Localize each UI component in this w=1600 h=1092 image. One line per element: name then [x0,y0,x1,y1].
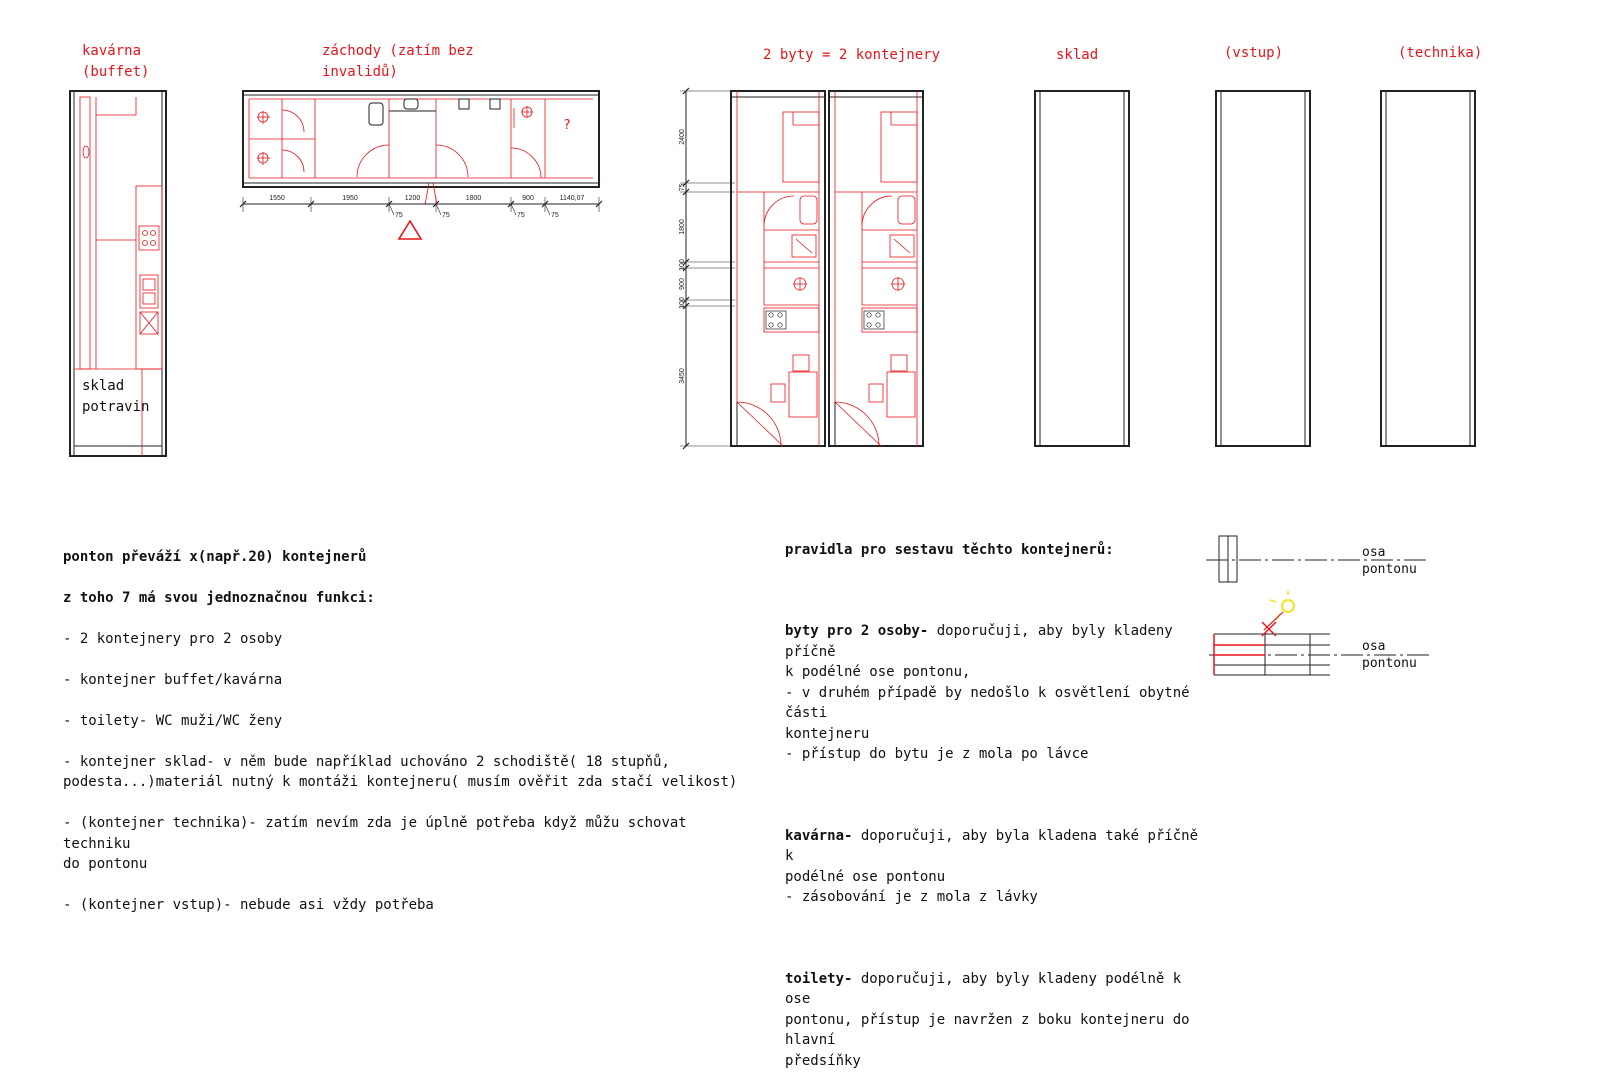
label-sklad-potravin: sklad potravin [82,378,150,415]
left-item: - (kontejner technika)- zatím nevím zda je úplně potřeba když můžu schovat techniku do pontonu [63,815,687,872]
toilet-question-mark: ? [563,118,571,133]
technika-container [1381,91,1475,446]
label-vstup: (vstup) [1224,45,1284,61]
dimension-label: 1800 [679,219,686,235]
left-description [63,526,753,936]
label-kavarna: kavárna (buffet) [82,43,150,80]
rule-toilety-title: toilety- [785,970,853,987]
sklad-container [1035,91,1129,446]
rule-byty-title: byty pro 2 osoby- [785,623,929,639]
rule-byty-text: doporučuji, aby byly kladeny příčně k podélné ose pontonu, - v druhém případě by nedošlo k osvětlení obytné části kontejneru - přístup do bytu je z mola po lávce [785,623,1190,762]
rule-byty [785,621,1205,765]
left-item: - kontejner buffet/kavárna [63,671,283,688]
dimension-label: 1200 [404,195,421,202]
dimension-label: 1800 [465,195,482,202]
door-dimension-label: 75 [517,212,525,219]
door-dimension-label: 75 [442,212,450,219]
sun-icon [1262,591,1294,636]
rules-heading: pravidla pro sestavu těchto kontejnerů: [785,541,1114,558]
rule-kavarna-title: kavárna- [785,827,853,844]
dimension-label: 1550 [269,195,285,202]
dimension-label: 3450 [679,368,686,384]
label-zachody: záchody (zatím bez invalidů) [322,43,474,80]
label-byty: 2 byty = 2 kontejnery [763,47,941,63]
rule-kavarna-text: doporučuji, aby byla kladena také příčně k podélné ose pontonu - zásobování je z mola z lávky [785,827,1199,905]
dimension-label: 2400 [679,129,686,145]
rule-kavarna [785,826,1205,908]
axis-label-top: osa pontonu [1362,545,1417,577]
left-item: - toilety- WC muži/WC ženy [63,712,283,729]
dimension-label: 100 [679,259,686,271]
dimension-label: 1950 [342,195,358,202]
left-line-1: ponton převáží x(např.20) kontejnerů [63,548,367,565]
entrance-triangle [399,183,437,239]
rule-toilety [785,969,1205,1072]
label-technika: (technika) [1398,45,1483,61]
dimension-label: 900 [522,195,534,202]
byty-containers [679,88,923,449]
left-line-2: z toho 7 má svou jednoznačnou funkci: [63,589,375,606]
dimension-label: 1140,07 [559,195,585,202]
label-sklad: sklad [1056,47,1099,63]
dimension-label: 75 [679,183,686,192]
left-item: - (kontejner vstup)- nebude asi vždy potřeba [63,897,434,913]
zachody-container [240,91,602,219]
door-dimension-label: 75 [551,212,559,219]
vstup-container [1216,91,1310,446]
dimension-label: 900 [679,278,686,290]
left-item: - 2 kontejnery pro 2 osoby [63,630,283,647]
rules-section [785,519,1205,1092]
rule-toilety-text: doporučuji, aby byly kladeny podélně k ose pontonu, přístup je navržen z boku kontejneru do hlavní předsíňky [785,970,1190,1069]
axis-label-bottom: osa pontonu [1362,639,1417,671]
dimension-label: 100 [679,297,686,309]
left-item: - kontejner sklad- v něm bude například uchováno 2 schodiště( 18 stupňů, podesta...)materiál nutný k montáži kontejneru( musím ověřit zda stačí velikost) [63,753,738,790]
door-dimension-label: 75 [395,212,403,219]
